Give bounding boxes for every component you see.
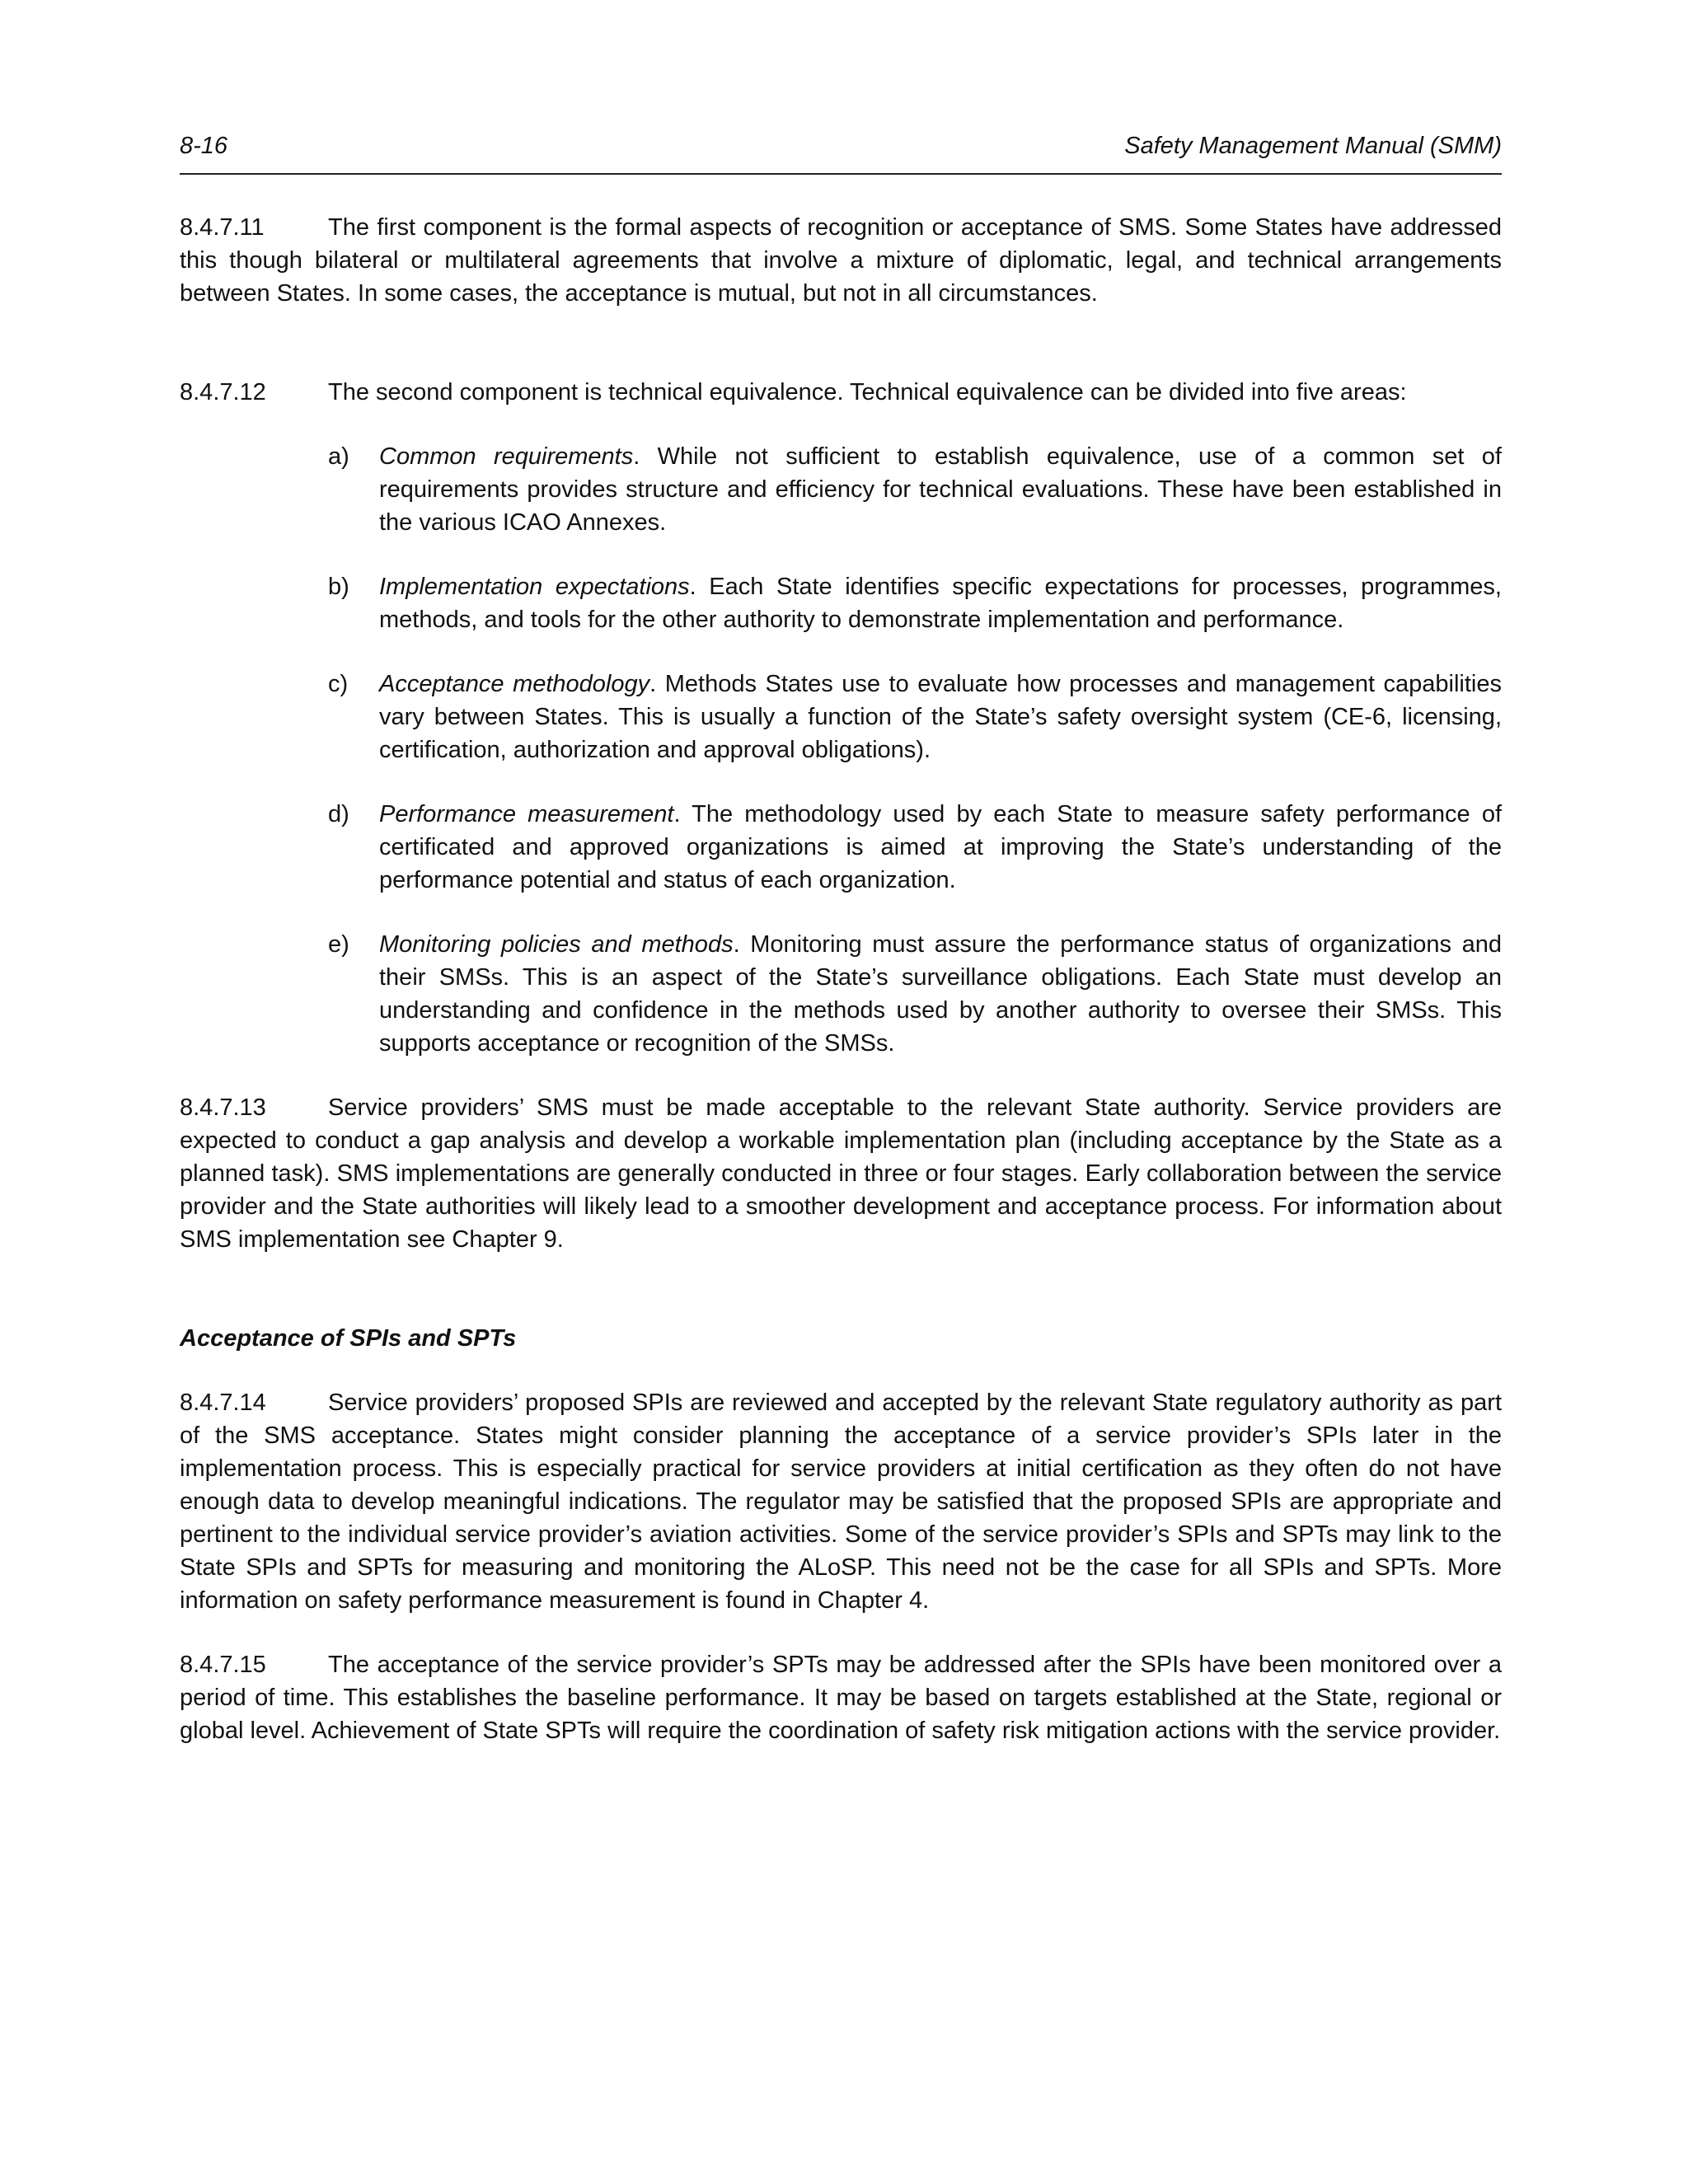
paragraph-8-4-7-12: [180, 376, 1502, 409]
paragraph-8-4-7-15: [180, 1648, 1502, 1747]
paragraph-text: The acceptance of the service provider’s SPTs may be addressed after the SPIs have been monitored over a period of time. This establishes the baseline performance. It may be based on targets established at the State, regional or global level. Achievement of State SPTs will require the coordination of safety risk mitigation actions with the service provider.: [180, 1652, 1502, 1744]
list-item-text: . The methodology used by each State to measure safety performance of certificated and approved organizations is aimed at improving the State’s understanding of the performance potential and status of each organization.: [379, 801, 1502, 893]
list-item-text: . Monitoring must assure the performance status of organizations and their SMSs. This is an aspect of the State’s surveillance obligations. Each State must develop an understanding and confidence in the methods used by another authority to oversee their SMSs. This supports acceptance or recognition of the SMSs.: [379, 931, 1502, 1057]
list-item-letter: a): [328, 443, 349, 470]
list-item-text: . Methods States use to evaluate how processes and management capabilities vary between States. This is usually a function of the State’s safety oversight system (CE-6, licensing, certification, authorization and approval obligations).: [379, 671, 1503, 763]
paragraph-text: Service providers’ proposed SPIs are reviewed and accepted by the relevant State regulatory authority as part of the SMS acceptance. States might consider planning the acceptance of a service provider’s SPIs later in the implementation process. This is especially practical for service providers at initial certification as they often do not have enough data to develop meaningful indications. The regulator may be satisfied that the proposed SPIs are appropriate and pertinent to the individual service provider’s aviation activities. Some of the service provider’s SPIs and SPTs may link to the State SPIs and SPTs for measuring and monitoring the ALoSP. This need not be the case for all SPIs and SPTs. More information on safety performance measurement is found in Chapter 4.: [180, 1390, 1502, 1614]
paragraph-number: 8.4.7.11: [180, 214, 265, 241]
paragraph-number: 8.4.7.14: [180, 1390, 266, 1416]
paragraph-8-4-7-13: [180, 1091, 1502, 1256]
list-item-term: Common requirements: [379, 443, 634, 470]
list-item-letter: d): [328, 801, 349, 827]
list-item-term: Implementation expectations: [379, 574, 690, 600]
paragraph-number: 8.4.7.13: [180, 1094, 266, 1121]
list-item: [180, 798, 1502, 897]
paragraph-text: Service providers’ SMS must be made acceptable to the relevant State authority. Service providers are expected to conduct a gap analysis and develop a workable implementation plan (including acceptance by the State as a planned task). SMS implementations are generally conducted in three or four stages. Early collaboration between the service provider and the State authorities will likely lead to a smoother development and acceptance process. For information about SMS implementation see Chapter 9.: [180, 1094, 1502, 1253]
page-header: [180, 130, 1502, 175]
document-title: Safety Management Manual (SMM): [1124, 133, 1502, 159]
list-item-letter: b): [328, 574, 349, 600]
paragraph-number: 8.4.7.12: [180, 379, 266, 405]
list-item-term: Acceptance methodology: [379, 671, 650, 697]
paragraph-8-4-7-11: [180, 211, 1502, 310]
technical-equivalence-list: [180, 440, 1502, 1060]
page-body: [180, 211, 1502, 1747]
list-item-letter: c): [328, 671, 349, 697]
paragraph-text: The first component is the formal aspects of recognition or acceptance of SMS. Some States have addressed this though bilateral or multilateral agreements that involve a mixture of diplomatic, legal, and technical arrangements between States. In some cases, the acceptance is mutual, but not in all circumstances.: [180, 214, 1502, 307]
list-item-term: Monitoring policies and methods: [379, 931, 734, 958]
list-item: [180, 928, 1502, 1060]
list-item-text: . While not sufficient to establish equivalence, use of a common set of requirements provides structure and efficiency for technical evaluations. These have been established in the various ICAO Annexes.: [379, 443, 1502, 536]
list-item-letter: e): [328, 931, 349, 958]
list-item: [180, 440, 1502, 539]
page-number: 8-16: [180, 133, 228, 159]
paragraph-text: The second component is technical equivalence. Technical equivalence can be divided into five areas:: [328, 379, 1407, 405]
list-item-text: . Each State identifies specific expectations for processes, programmes, methods, and tools for the other authority to demonstrate implementation and performance.: [379, 574, 1502, 633]
list-item: [180, 570, 1502, 636]
list-item-term: Performance measurement: [379, 801, 674, 827]
section-heading: Acceptance of SPIs and SPTs: [180, 1325, 517, 1352]
paragraph-number: 8.4.7.15: [180, 1652, 266, 1678]
list-item: [180, 668, 1502, 766]
paragraph-8-4-7-14: [180, 1386, 1502, 1617]
